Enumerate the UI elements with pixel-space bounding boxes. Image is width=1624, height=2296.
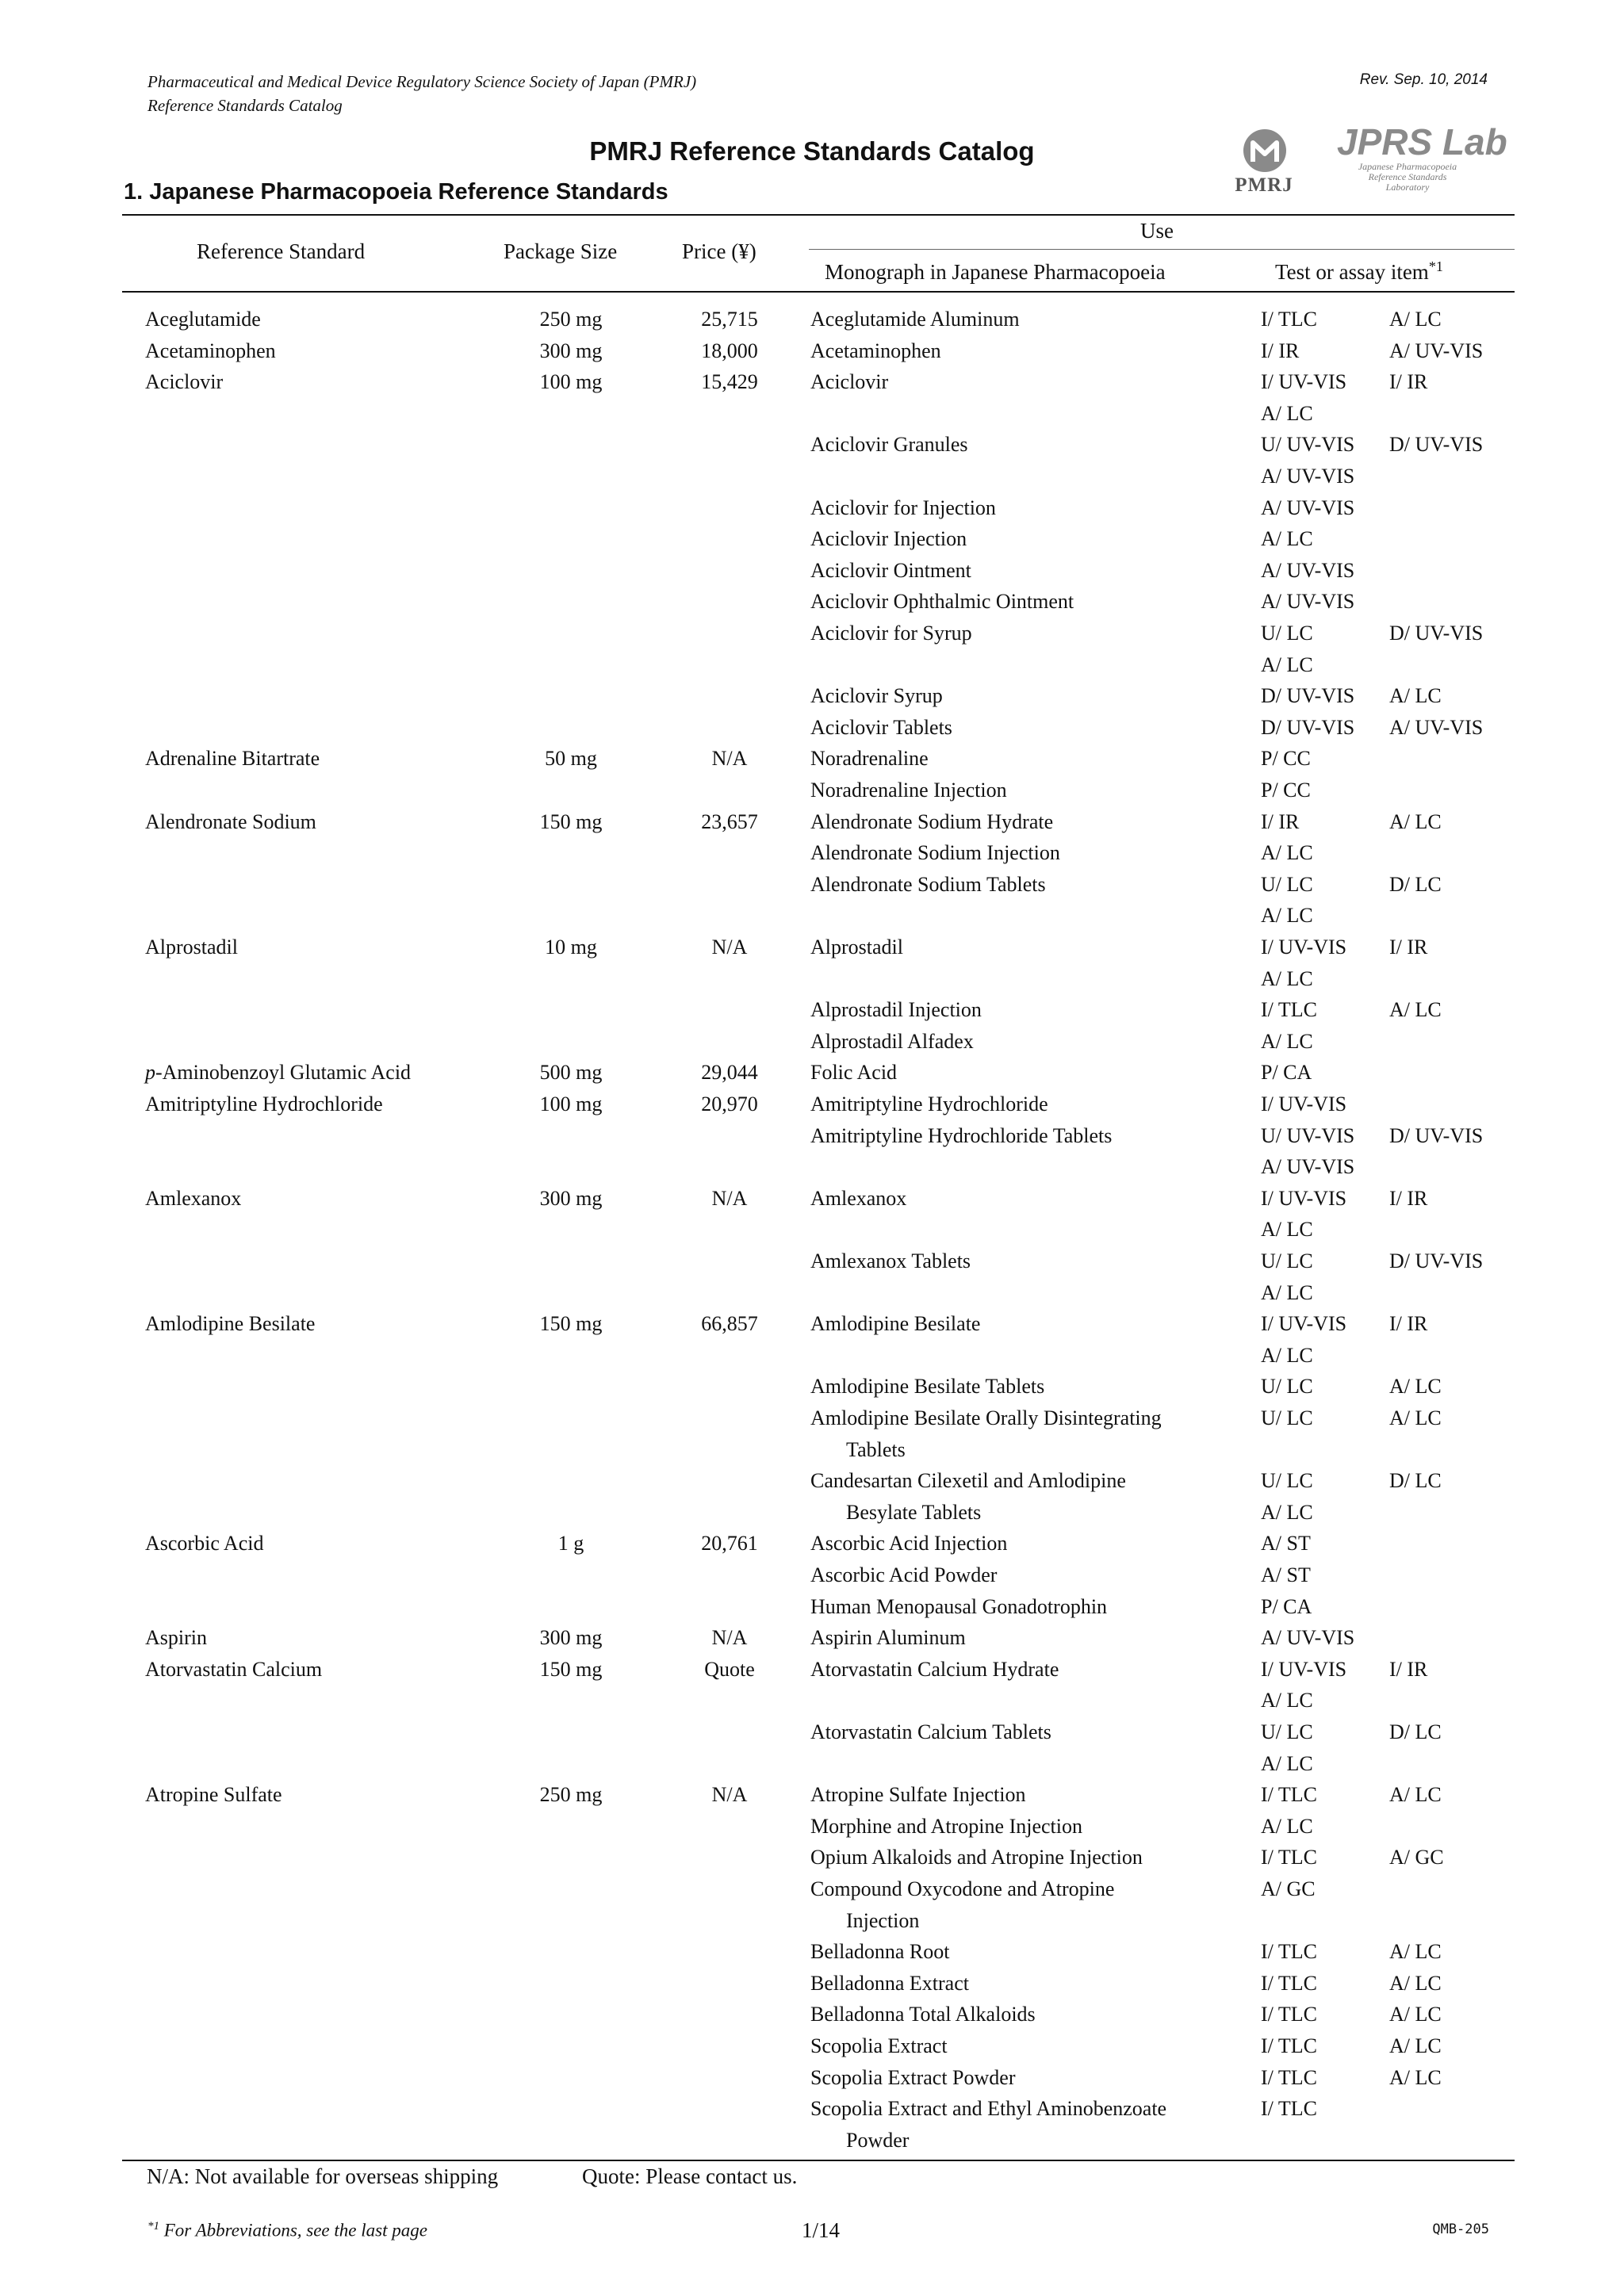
standard-name: Aspirin	[145, 1626, 207, 1650]
column-header-package-size: Package Size	[504, 239, 618, 263]
table-row	[0, 1277, 1624, 1309]
table-row	[0, 618, 1624, 649]
package-size-cell: 300 mg	[539, 1186, 603, 1210]
monograph-cell: Amlexanox Tablets	[810, 1249, 971, 1272]
reference-standard-cell	[145, 1654, 322, 1686]
table-row	[0, 680, 1624, 712]
table-row	[0, 1402, 1624, 1434]
reference-standard-cell	[145, 1528, 263, 1559]
test-item-cell: A/ LC	[1389, 2034, 1442, 2057]
table-row	[0, 1685, 1624, 1716]
price-cell: Quote	[704, 1657, 755, 1681]
test-item-cell: P/ CC	[1261, 747, 1311, 771]
monograph-cell: Scopolia Extract and Ethyl Aminobenzoate	[810, 2097, 1167, 2121]
monograph-cell: Noradrenaline Injection	[810, 779, 1007, 802]
table-row	[0, 743, 1624, 775]
test-item-cell: U/ LC	[1261, 622, 1313, 645]
reference-standard-cell	[145, 932, 238, 963]
table-row	[0, 775, 1624, 806]
price-cell: 29,044	[701, 1061, 758, 1085]
price-cell: 20,970	[701, 1093, 758, 1115]
test-item-cell: A/ ST	[1261, 1532, 1311, 1556]
table-row	[0, 1779, 1624, 1811]
test-item-cell: I/ IR	[1389, 1186, 1428, 1210]
test-item-cell: A/ UV-VIS	[1261, 1626, 1355, 1650]
monograph-cell: Scopolia Extract	[810, 2034, 948, 2057]
test-item-label: Test or assay item	[1275, 260, 1429, 284]
test-item-cell: U/ LC	[1261, 1720, 1313, 1743]
package-size-cell: 100 mg	[539, 370, 603, 394]
quote-footnote: Quote: Please contact us.	[582, 2164, 798, 2188]
column-header-monograph: Monograph in Japanese Pharmacopoeia	[825, 260, 1166, 284]
table-row	[0, 1434, 1624, 1466]
table-row	[0, 712, 1624, 744]
revision-date: Rev. Sep. 10, 2014	[1359, 71, 1488, 88]
table-row	[0, 1873, 1624, 1905]
test-item-cell: A/ LC	[1389, 1406, 1442, 1429]
table-row	[0, 837, 1624, 869]
test-item-cell: D/ UV-VIS	[1389, 1249, 1484, 1272]
test-item-cell: I/ TLC	[1261, 2065, 1318, 2089]
monograph-cell: Amitriptyline Hydrochloride	[810, 1093, 1048, 1115]
standard-name: Acetaminophen	[145, 339, 276, 362]
monograph-cell: Alprostadil Injection	[810, 998, 982, 1022]
package-size-cell: 150 mg	[539, 1312, 603, 1336]
table-row	[0, 1057, 1624, 1089]
test-item-cell: A/ LC	[1261, 966, 1313, 990]
test-item-cell: A/ LC	[1261, 841, 1313, 865]
test-item-cell: D/ UV-VIS	[1389, 1123, 1484, 1147]
monograph-cell: Aciclovir for Injection	[810, 496, 996, 519]
test-item-cell: A/ LC	[1261, 1814, 1313, 1838]
table-row	[0, 1811, 1624, 1843]
table-row	[0, 1748, 1624, 1780]
table-row	[0, 335, 1624, 367]
jprs-sub-line: Laboratory	[1385, 182, 1430, 193]
table-row	[0, 1559, 1624, 1591]
table-row	[0, 366, 1624, 398]
page-number: 1/14	[801, 2218, 840, 2242]
monograph-cell: Besylate Tablets	[846, 1500, 982, 1524]
table-row	[0, 1622, 1624, 1654]
price-cell: 20,761	[701, 1532, 758, 1556]
monograph-cell: Aciclovir Granules	[810, 433, 968, 457]
table-row	[0, 2030, 1624, 2062]
price-cell: 25,715	[701, 308, 758, 331]
jprs-lab-logo: JPRS Lab	[1337, 121, 1507, 163]
test-item-cell: I/ UV-VIS	[1261, 370, 1347, 394]
test-item-cell: A/ UV-VIS	[1389, 715, 1484, 739]
table-row	[0, 1999, 1624, 2030]
test-item-cell: I/ UV-VIS	[1261, 1186, 1347, 1210]
standard-name: Amitriptyline Hydrochloride	[145, 1093, 383, 1115]
monograph-cell: Atropine Sulfate Injection	[810, 1783, 1026, 1807]
monograph-cell: Belladonna Root	[810, 1940, 950, 1964]
org-line: Pharmaceutical and Medical Device Regulatory Science Society of Japan (PMRJ)	[147, 72, 697, 91]
package-size-cell: 100 mg	[539, 1093, 603, 1115]
monograph-cell: Noradrenaline	[810, 747, 929, 771]
table-row	[0, 1968, 1624, 1999]
test-item-cell: A/ LC	[1261, 1280, 1313, 1304]
reference-standard-cell	[145, 335, 276, 367]
reference-standard-cell	[145, 1057, 411, 1089]
table-row	[0, 586, 1624, 618]
monograph-cell: Folic Acid	[810, 1061, 898, 1085]
table-row	[0, 1183, 1624, 1215]
standard-name: Alprostadil	[145, 936, 238, 959]
monograph-cell: Morphine and Atropine Injection	[810, 1814, 1082, 1838]
monograph-cell: Atorvastatin Calcium Hydrate	[810, 1657, 1059, 1681]
test-item-cell: A/ LC	[1389, 684, 1442, 708]
test-item-cell: A/ LC	[1389, 1940, 1442, 1964]
monograph-cell: Ascorbic Acid Powder	[810, 1563, 998, 1586]
table-row	[0, 1842, 1624, 1873]
test-item-cell: A/ LC	[1261, 1751, 1313, 1775]
package-size-cell: 50 mg	[545, 747, 597, 771]
table-row	[0, 1497, 1624, 1529]
standard-name: -Aminobenzoyl Glutamic Acid	[155, 1061, 412, 1085]
test-item-cell: A/ UV-VIS	[1261, 465, 1355, 488]
test-item-cell: A/ LC	[1261, 1343, 1313, 1367]
table-row	[0, 806, 1624, 838]
test-item-cell: I/ IR	[1389, 1312, 1428, 1336]
jprs-lab-subtitle	[1348, 162, 1467, 193]
monograph-cell: Compound Oxycodone and Atropine	[810, 1877, 1115, 1900]
page-title: PMRJ Reference Standards Catalog	[589, 136, 1035, 166]
test-item-cell: A/ LC	[1389, 809, 1442, 833]
price-cell: 18,000	[701, 339, 758, 362]
test-item-cell: I/ UV-VIS	[1261, 1093, 1347, 1115]
test-item-cell: I/ IR	[1261, 339, 1300, 362]
test-item-cell: I/ IR	[1389, 370, 1428, 394]
monograph-cell: Injection	[846, 1908, 920, 1932]
monograph-cell: Alprostadil	[810, 936, 903, 959]
test-item-cell: A/ LC	[1261, 652, 1313, 676]
monograph-cell: Amlexanox	[810, 1186, 907, 1210]
test-item-cell: U/ UV-VIS	[1261, 1123, 1355, 1147]
monograph-cell: Acetaminophen	[810, 339, 941, 362]
test-item-cell: I/ TLC	[1261, 1940, 1318, 1964]
price-cell: 15,429	[701, 370, 758, 394]
test-item-cell: A/ UV-VIS	[1389, 339, 1484, 362]
test-item-cell: A/ LC	[1389, 998, 1442, 1022]
monograph-cell: Amitriptyline Hydrochloride Tablets	[810, 1123, 1113, 1147]
test-item-cell: A/ LC	[1261, 1218, 1313, 1242]
package-size-cell: 500 mg	[539, 1061, 603, 1085]
table-row	[0, 649, 1624, 681]
test-item-cell: I/ UV-VIS	[1261, 1312, 1347, 1336]
package-size-cell: 300 mg	[539, 339, 603, 362]
test-item-cell: A/ LC	[1261, 1029, 1313, 1053]
reference-standard-cell	[145, 1183, 241, 1215]
na-footnote: N/A: Not available for overseas shipping	[147, 2164, 499, 2188]
monograph-cell: Opium Alkaloids and Atropine Injection	[810, 1846, 1143, 1869]
table-row	[0, 492, 1624, 524]
test-item-cell: A/ LC	[1389, 1375, 1442, 1399]
monograph-cell: Atorvastatin Calcium Tablets	[810, 1720, 1051, 1743]
test-item-cell: I/ UV-VIS	[1261, 936, 1347, 959]
abbreviations-footnote	[147, 2220, 427, 2241]
standard-name: Amlexanox	[145, 1186, 242, 1210]
monograph-cell: Alendronate Sodium Injection	[810, 841, 1060, 865]
monograph-cell: Aciclovir Syrup	[810, 684, 943, 708]
table-row	[0, 1214, 1624, 1246]
reference-standard-cell	[145, 743, 320, 775]
test-item-cell: D/ LC	[1389, 1720, 1442, 1743]
package-size-cell: 250 mg	[539, 1783, 603, 1807]
standard-name: Amlodipine Besilate	[145, 1312, 316, 1336]
test-item-footnote-mark: *1	[1428, 258, 1443, 274]
table-row	[0, 523, 1624, 555]
test-item-cell: A/ UV-VIS	[1261, 558, 1355, 582]
monograph-cell: Alendronate Sodium Tablets	[810, 872, 1046, 896]
test-item-cell: I/ UV-VIS	[1261, 1657, 1347, 1681]
table-row	[0, 429, 1624, 461]
test-item-cell: A/ LC	[1389, 1971, 1442, 1995]
table-header-bottom-rule	[122, 291, 1515, 293]
monograph-cell: Aspirin Aluminum	[810, 1626, 966, 1650]
table-top-rule	[122, 214, 1515, 216]
test-item-cell: I/ TLC	[1261, 1846, 1318, 1869]
reference-standard-cell	[145, 304, 261, 335]
test-item-cell: A/ UV-VIS	[1261, 496, 1355, 519]
reference-standard-cell	[145, 1089, 383, 1120]
monograph-cell: Alendronate Sodium Hydrate	[810, 809, 1054, 833]
abbr-footnote-mark: *1	[147, 2220, 159, 2233]
reference-standard-cell	[145, 1308, 315, 1340]
package-size-cell: 10 mg	[545, 936, 597, 959]
column-header-reference-standard: Reference Standard	[197, 239, 366, 263]
monograph-cell: Aciclovir Injection	[810, 527, 967, 551]
test-item-cell: A/ LC	[1261, 904, 1313, 928]
test-item-cell: U/ LC	[1261, 1406, 1313, 1429]
table-row	[0, 1905, 1624, 1937]
catalog-line: Reference Standards Catalog	[147, 96, 343, 115]
monograph-cell: Amlodipine Besilate Orally Disintegrating	[810, 1406, 1162, 1429]
test-item-cell: A/ LC	[1261, 1500, 1313, 1524]
test-item-cell: P/ CA	[1261, 1061, 1312, 1085]
table-row	[0, 304, 1624, 335]
standard-name: Atropine Sulfate	[145, 1783, 282, 1807]
monograph-cell: Aciclovir Ointment	[810, 558, 971, 582]
table-row	[0, 932, 1624, 963]
package-size-cell: 1 g	[557, 1532, 584, 1556]
table-row	[0, 994, 1624, 1026]
monograph-cell: Amlodipine Besilate	[810, 1312, 981, 1336]
test-item-cell: I/ IR	[1389, 1657, 1428, 1681]
package-size-cell: 150 mg	[539, 809, 603, 833]
test-item-cell: A/ GC	[1261, 1877, 1316, 1900]
monograph-cell: Aciclovir	[810, 370, 889, 394]
table-row	[0, 2125, 1624, 2156]
table-row	[0, 1371, 1624, 1402]
test-item-cell: A/ LC	[1261, 1689, 1313, 1712]
monograph-cell: Powder	[846, 2128, 910, 2152]
column-header-test-item	[1275, 258, 1443, 285]
test-item-cell: D/ LC	[1389, 1469, 1442, 1493]
table-row	[0, 1528, 1624, 1559]
monograph-cell: Human Menopausal Gonadotrophin	[810, 1594, 1108, 1618]
test-item-cell: A/ LC	[1389, 308, 1442, 331]
test-item-cell: I/ TLC	[1261, 1783, 1318, 1807]
package-size-cell: 300 mg	[539, 1626, 603, 1650]
price-cell: N/A	[711, 747, 748, 771]
monograph-cell: Candesartan Cilexetil and Amlodipine	[810, 1469, 1126, 1493]
table-row	[0, 555, 1624, 587]
monograph-cell: Aciclovir Ophthalmic Ointment	[810, 590, 1074, 614]
test-item-cell: A/ UV-VIS	[1261, 1155, 1355, 1179]
abbr-footnote-text: For Abbreviations, see the last page	[159, 2220, 427, 2241]
test-item-cell: A/ UV-VIS	[1261, 590, 1355, 614]
standard-name: Atorvastatin Calcium	[145, 1657, 323, 1681]
test-item-cell: A/ LC	[1261, 401, 1313, 425]
monograph-cell: Aceglutamide Aluminum	[810, 308, 1020, 331]
monograph-cell: Belladonna Extract	[810, 1971, 969, 1995]
monograph-cell: Aciclovir Tablets	[810, 715, 952, 739]
reference-standard-cell	[145, 806, 316, 838]
test-item-cell: I/ TLC	[1261, 998, 1318, 1022]
package-size-cell: 250 mg	[539, 308, 603, 331]
table-row	[0, 1591, 1624, 1623]
standard-name: Adrenaline Bitartrate	[145, 747, 320, 771]
test-item-cell: I/ TLC	[1261, 1971, 1318, 1995]
test-item-cell: I/ IR	[1261, 809, 1300, 833]
standard-prefix: p	[145, 1061, 155, 1085]
test-item-cell: U/ LC	[1261, 1249, 1313, 1272]
header-organization	[147, 70, 696, 117]
table-row	[0, 1716, 1624, 1748]
price-cell: N/A	[711, 1626, 748, 1650]
test-item-cell: I/ TLC	[1261, 308, 1318, 331]
reference-standard-cell	[145, 1779, 282, 1811]
test-item-cell: U/ LC	[1261, 1469, 1313, 1493]
test-item-cell: I/ TLC	[1261, 2034, 1318, 2057]
test-item-cell: D/ UV-VIS	[1389, 622, 1484, 645]
price-cell: N/A	[711, 1783, 748, 1807]
jprs-sub-line: Japanese Pharmacopoeia	[1358, 161, 1457, 172]
test-item-cell: I/ IR	[1389, 936, 1428, 959]
monograph-cell: Amlodipine Besilate Tablets	[810, 1375, 1045, 1399]
reference-standard-cell	[145, 366, 223, 398]
table-row	[0, 1936, 1624, 1968]
test-item-cell: P/ CA	[1261, 1594, 1312, 1618]
table-row	[0, 1340, 1624, 1372]
test-item-cell: A/ ST	[1261, 1563, 1311, 1586]
price-cell: 23,657	[701, 809, 758, 833]
test-item-cell: A/ LC	[1389, 1783, 1442, 1807]
test-item-cell: A/ LC	[1261, 527, 1313, 551]
test-item-cell: I/ TLC	[1261, 2097, 1318, 2121]
price-cell: 66,857	[701, 1312, 758, 1336]
test-item-cell: U/ LC	[1261, 1375, 1313, 1399]
table-row	[0, 963, 1624, 995]
test-item-cell: D/ UV-VIS	[1261, 684, 1355, 708]
table-row	[0, 1308, 1624, 1340]
test-item-cell: U/ LC	[1261, 872, 1313, 896]
test-item-cell: A/ LC	[1389, 2065, 1442, 2089]
package-size-cell: 150 mg	[539, 1657, 603, 1681]
monograph-cell: Ascorbic Acid Injection	[810, 1532, 1008, 1556]
column-header-use: Use	[1140, 219, 1174, 243]
monograph-cell: Aciclovir for Syrup	[810, 622, 972, 645]
test-item-cell: D/ UV-VIS	[1389, 433, 1484, 457]
table-bottom-rule	[122, 2160, 1515, 2161]
table-row	[0, 1151, 1624, 1183]
table-row	[0, 900, 1624, 932]
table-row	[0, 1654, 1624, 1686]
standard-name: Aciclovir	[145, 370, 224, 394]
test-item-cell: D/ LC	[1389, 872, 1442, 896]
test-item-cell: A/ GC	[1389, 1846, 1444, 1869]
test-item-cell: U/ UV-VIS	[1261, 433, 1355, 457]
table-row	[0, 869, 1624, 901]
test-item-cell: A/ LC	[1389, 2003, 1442, 2026]
test-item-cell: P/ CC	[1261, 779, 1311, 802]
monograph-cell: Tablets	[846, 1437, 906, 1461]
price-cell: N/A	[711, 1186, 748, 1210]
monograph-cell: Alprostadil Alfadex	[810, 1029, 974, 1053]
document-code: QMB-205	[1432, 2221, 1489, 2237]
table-row	[0, 1120, 1624, 1152]
standard-name: Alendronate Sodium	[145, 809, 316, 833]
test-item-cell: I/ TLC	[1261, 2003, 1318, 2026]
test-item-cell: D/ UV-VIS	[1261, 715, 1355, 739]
jprs-sub-line: Reference Standards	[1368, 171, 1447, 182]
section-heading: 1. Japanese Pharmacopoeia Reference Standards	[124, 179, 668, 205]
monograph-cell: Belladonna Total Alkaloids	[810, 2003, 1036, 2026]
table-row	[0, 1089, 1624, 1120]
table-row	[0, 398, 1624, 430]
table-row	[0, 1246, 1624, 1277]
standard-name: Aceglutamide	[145, 308, 261, 331]
table-row	[0, 461, 1624, 492]
table-row	[0, 2062, 1624, 2094]
table-row	[0, 1026, 1624, 1058]
price-cell: N/A	[711, 936, 748, 959]
standard-name: Ascorbic Acid	[145, 1532, 264, 1556]
column-header-price: Price (¥)	[682, 239, 756, 263]
monograph-cell: Scopolia Extract Powder	[810, 2065, 1016, 2089]
reference-standard-cell	[145, 1622, 207, 1654]
use-header-rule	[809, 249, 1515, 250]
table-row	[0, 1465, 1624, 1497]
table-row	[0, 2093, 1624, 2125]
pmrj-logo-text: PMRJ	[1235, 174, 1293, 196]
